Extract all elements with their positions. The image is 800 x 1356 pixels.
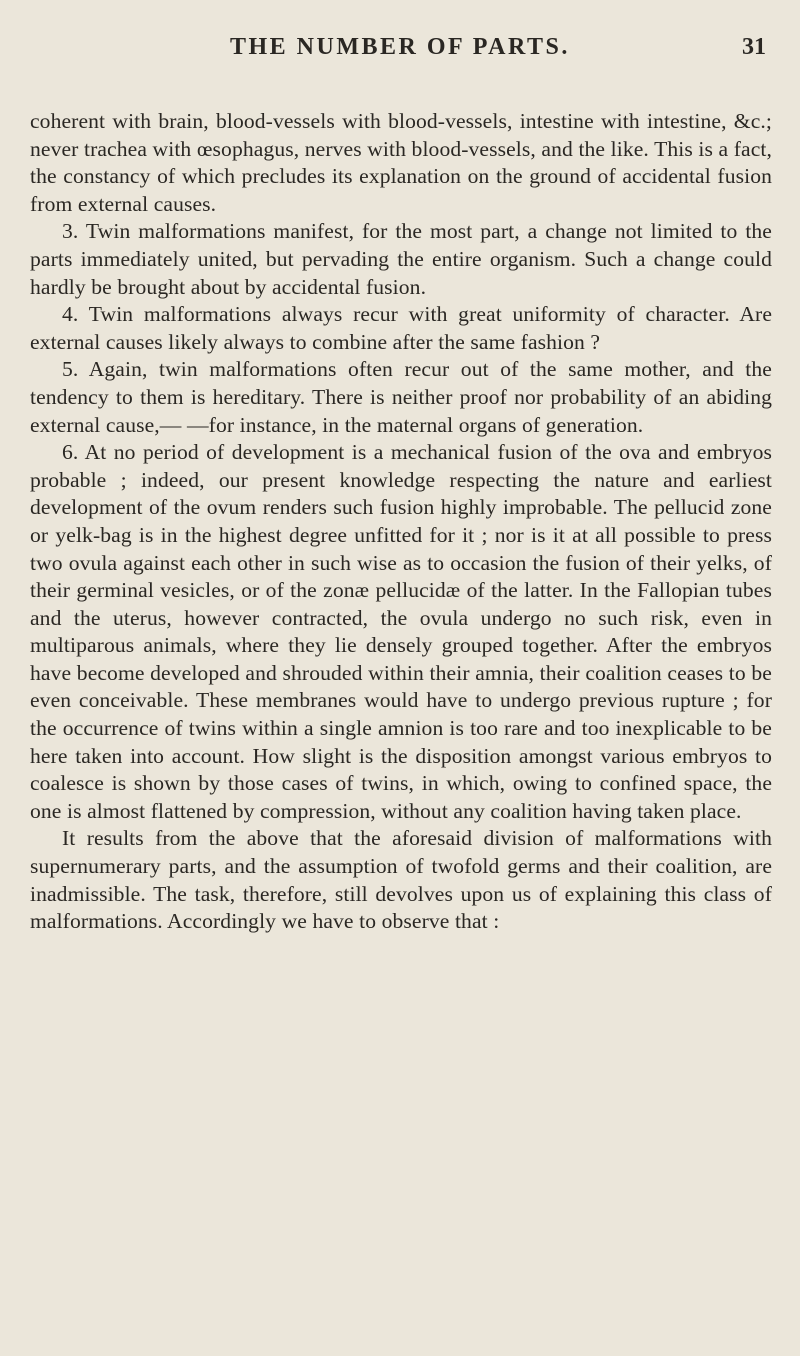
- paragraph-conclusion: It results from the above that the aforesaid division of malformations with supernumerary parts, and the assumption of twofold germs and their coalition, are inadmissible. The task, therefore, still devolves upon us of explaining this class of malformations. Accordingly we have to observe that :: [30, 826, 772, 934]
- paragraph-point-3: 3. Twin malformations manifest, for the most part, a change not limited to the parts immediately united, but pervading the entire organism. Such a change could hardly be brought about by accidental fusion.: [30, 219, 772, 299]
- page-number: 31: [742, 34, 766, 60]
- paragraph-point-6: 6. At no period of development is a mechanical fusion of the ova and embryos probable ; indeed, our present knowledge respecting the nature and earliest development of the ovum renders such fusion highly improbable. The pellucid zone or yelk-bag is in the highest degree unfitted for it ; nor is it at all possible to press two ovula against each other in such wise as to occasion the fusion of their yelks, of their germinal vesicles, or of the zonæ pellucidæ of the latter. In the Fallopian tubes and the uterus, however contracted, the ovula undergo no such risk, even in multiparous animals, where they lie densely grouped together. After the embryos have become developed and shrouded within their amnia, their coalition ceases to be even conceivable. These membranes would have to undergo previous rupture ; for the occurrence of twins within a single amnion is too rare and too inexplicable to be here taken into account. How slight is the disposition amongst various embryos to coalesce is shown by those cases of twins, in which, owing to confined space, the one is almost flattened by compression, without any coalition having taken place.: [30, 440, 772, 823]
- running-head-title: THE NUMBER OF PARTS.: [230, 34, 570, 60]
- paragraph-continuation: coherent with brain, blood-vessels with blood-vessels, intestine with intestine, &c.; never trachea with œsophagus, nerves with blood-vessels, and the like. This is a fact, the constancy of which precludes its explanation on the ground of accidental fusion from external causes.: [30, 109, 772, 216]
- paragraph-point-4: 4. Twin malformations always recur with great uniformity of character. Are external causes likely always to combine after the same fashion ?: [30, 302, 772, 354]
- paragraph-point-5: 5. Again, twin malformations often recur out of the same mother, and the tendency to them is hereditary. There is neither proof nor probability of an abiding external cause,— —for instance, in the maternal organs of generation.: [30, 357, 772, 437]
- running-head: [30, 34, 772, 74]
- body-text: [30, 108, 772, 936]
